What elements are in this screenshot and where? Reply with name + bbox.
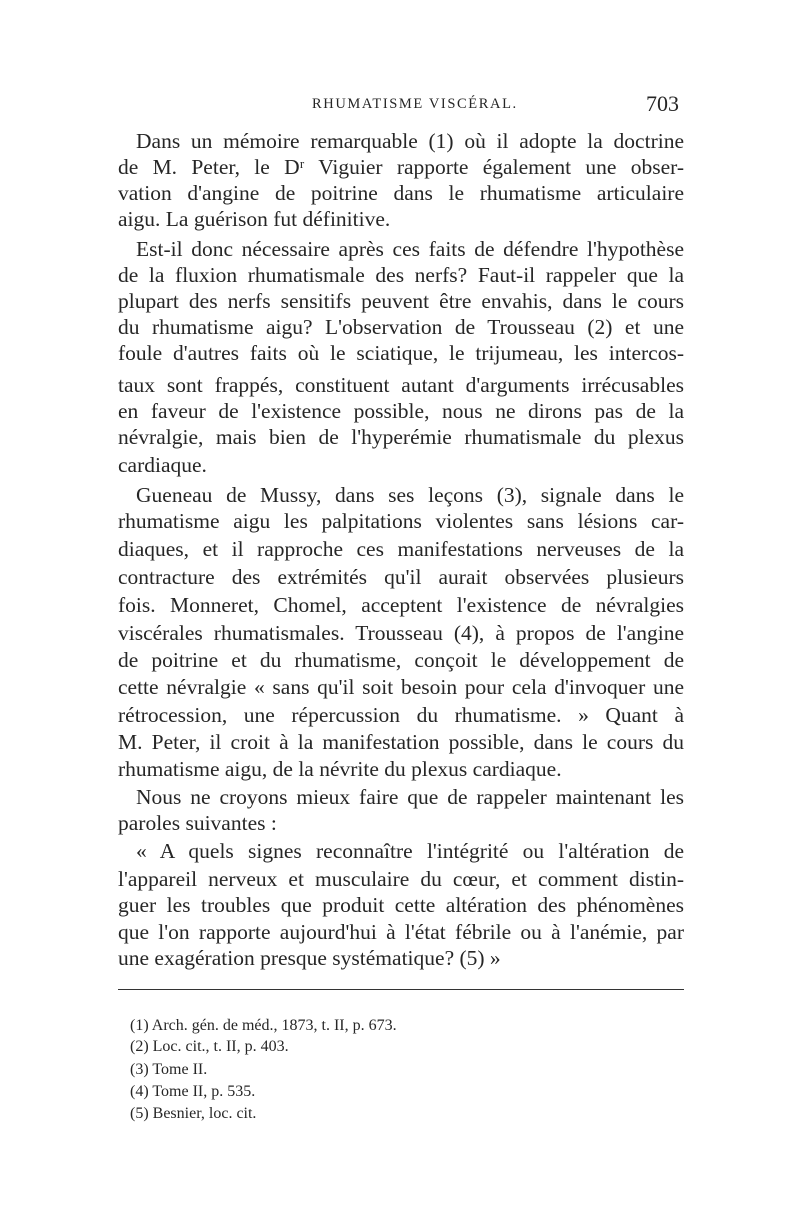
- footnote: (3) Tome II.: [130, 1061, 208, 1078]
- body-line: rétrocession, une répercussion du rhumatisme. » Quant à: [118, 703, 684, 727]
- body-line: que l'on rapporte aujourd'hui à l'état fébrile ou à l'anémie, par: [118, 920, 684, 944]
- body-line: plupart des nerfs sensitifs peuvent être envahis, dans le cours: [118, 289, 684, 313]
- body-line: une exagération presque systématique? (5) »: [118, 946, 501, 970]
- page-number: 703: [646, 91, 679, 116]
- footnote: (4) Tome II, p. 535.: [130, 1083, 256, 1100]
- footnote: (5) Besnier, loc. cit.: [130, 1105, 257, 1122]
- body-line: cardiaque.: [118, 453, 207, 477]
- body-line: rhumatisme aigu les palpitations violentes sans lésions car-: [118, 509, 684, 533]
- body-line: diaques, et il rapproche ces manifestations nerveuses de la: [118, 537, 684, 561]
- footnote: (2) Loc. cit., t. II, p. 403.: [130, 1038, 289, 1055]
- body-line: contracture des extrémités qu'il aurait observées plusieurs: [118, 565, 684, 589]
- body-line: viscérales rhumatismales. Trousseau (4), à propos de l'angine: [118, 621, 684, 645]
- body-line: de M. Peter, le Dʳ Viguier rapporte également une obser-: [118, 155, 684, 179]
- body-line: de la fluxion rhumatismale des nerfs? Faut-il rappeler que la: [118, 263, 684, 287]
- body-line: rhumatisme aigu, de la névrite du plexus cardiaque.: [118, 757, 562, 781]
- body-line: Est-il donc nécessaire après ces faits de défendre l'hypothèse: [136, 237, 684, 261]
- body-line: de poitrine et du rhumatisme, conçoit le développement de: [118, 648, 684, 672]
- body-line: foule d'autres faits où le sciatique, le trijumeau, les intercos-: [118, 341, 684, 365]
- footnote: (1) Arch. gén. de méd., 1873, t. II, p. 673.: [130, 1017, 397, 1034]
- body-line: guer les troubles que produit cette altération des phénomènes: [118, 893, 684, 917]
- body-line: l'appareil nerveux et musculaire du cœur, et comment distin-: [118, 867, 684, 891]
- body-line: aigu. La guérison fut définitive.: [118, 207, 391, 231]
- body-line: du rhumatisme aigu? L'observation de Trousseau (2) et une: [118, 315, 684, 339]
- body-line: vation d'angine de poitrine dans le rhumatisme articulaire: [118, 181, 684, 205]
- body-line: fois. Monneret, Chomel, acceptent l'existence de névralgies: [118, 593, 684, 617]
- body-line: « A quels signes reconnaître l'intégrité ou l'altération de: [136, 839, 684, 863]
- footnote-divider: [118, 989, 684, 990]
- body-line: Gueneau de Mussy, dans ses leçons (3), signale dans le: [136, 483, 684, 507]
- body-line: Dans un mémoire remarquable (1) où il adopte la doctrine: [136, 129, 684, 153]
- body-line: en faveur de l'existence possible, nous ne dirons pas de la: [118, 399, 684, 423]
- body-line: paroles suivantes :: [118, 811, 277, 835]
- body-line: névralgie, mais bien de l'hyperémie rhumatismale du plexus: [118, 425, 684, 449]
- body-line: M. Peter, il croit à la manifestation possible, dans le cours du: [118, 730, 684, 754]
- body-line: cette névralgie « sans qu'il soit besoin pour cela d'invoquer une: [118, 675, 684, 699]
- body-line: Nous ne croyons mieux faire que de rappeler maintenant les: [136, 785, 684, 809]
- running-header: RHUMATISME VISCÉRAL.: [312, 96, 518, 112]
- body-line: taux sont frappés, constituent autant d'arguments irrécusables: [118, 373, 684, 397]
